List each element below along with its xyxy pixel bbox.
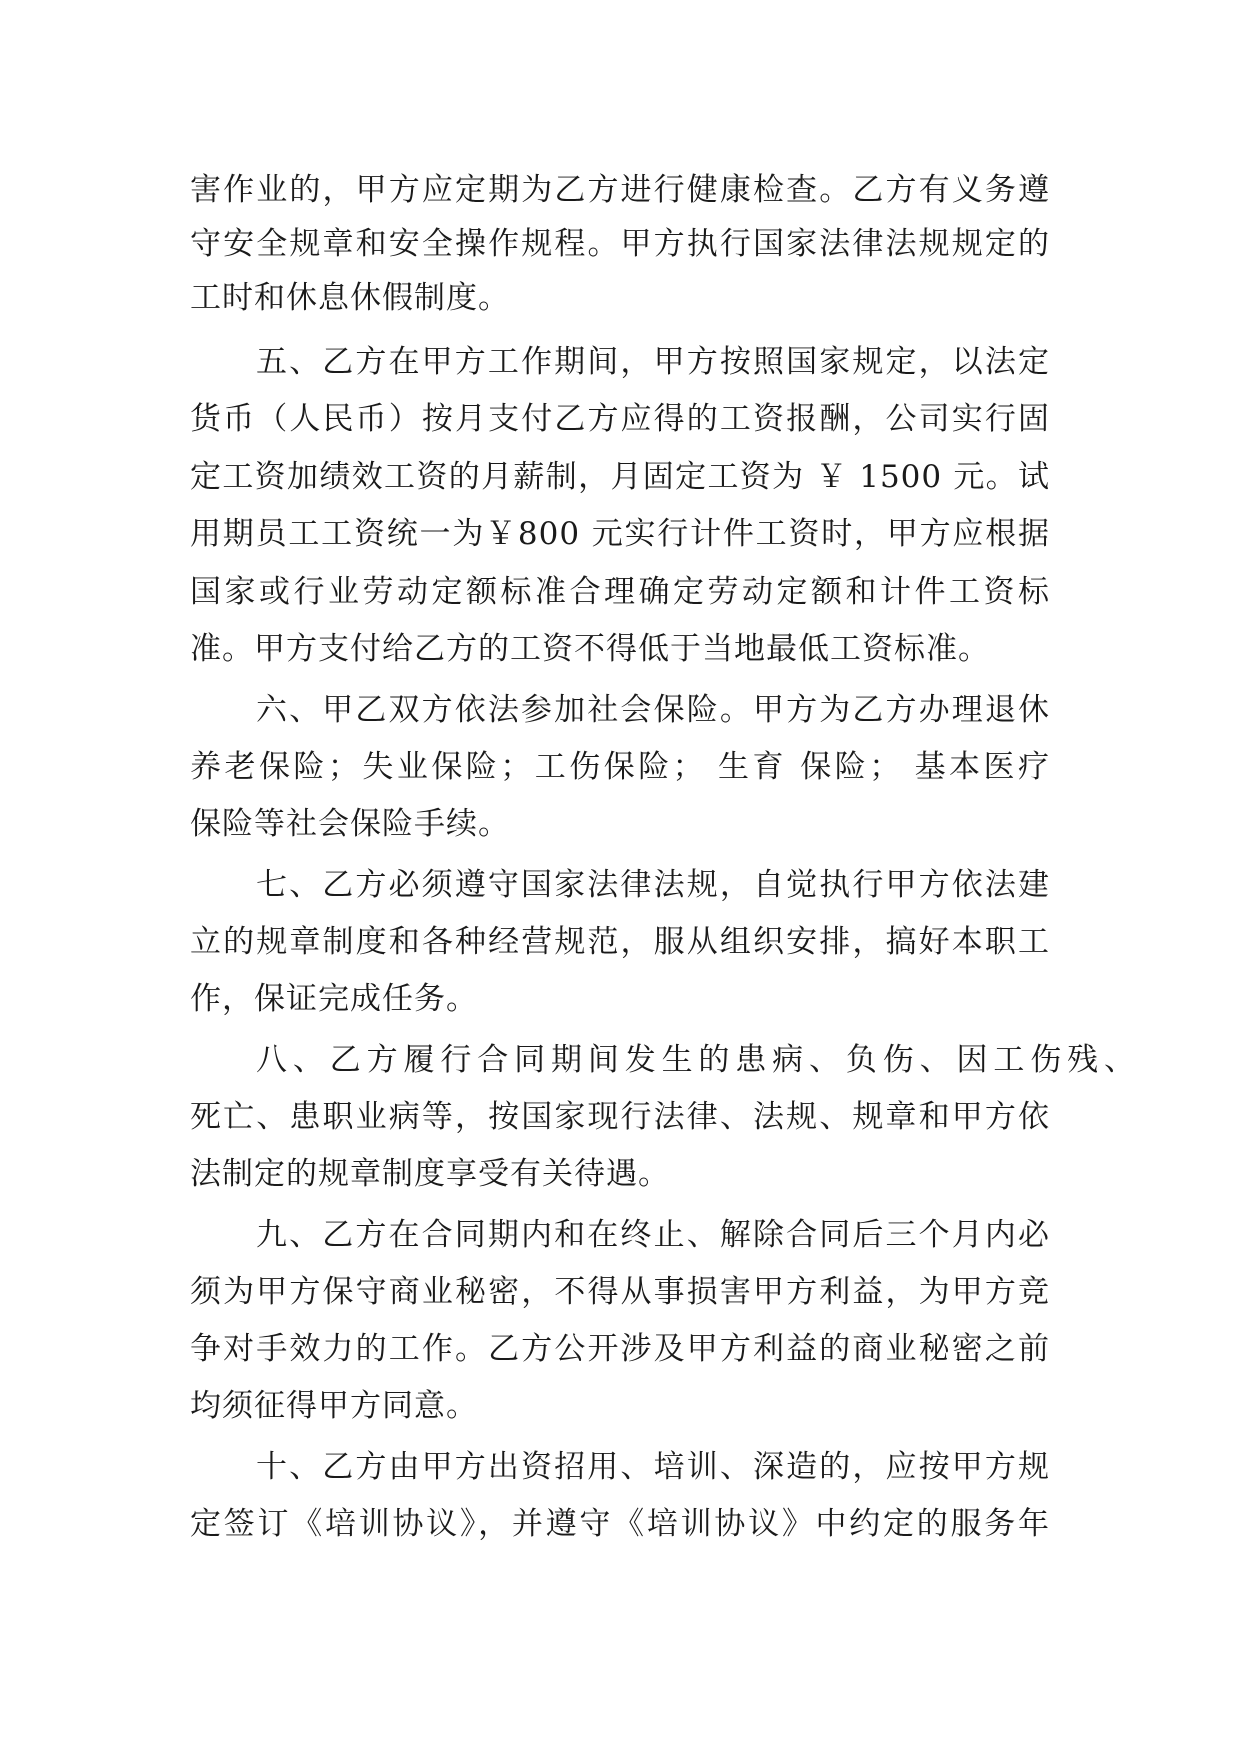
text-line-1: 害作业的，甲方应定期为乙方进行健康检查。乙方有义务遵 xyxy=(190,172,1050,208)
text-line-12: 保险等社会保险手续。 xyxy=(190,806,510,842)
text-line-18: 法制定的规章制度享受有关待遇。 xyxy=(190,1156,670,1192)
text-line-2: 守安全规章和安全操作规程。甲方执行国家法律法规规定的 xyxy=(190,226,1050,262)
text-line-8: 国家或行业劳动定额标准合理确定劳动定额和计件工资标 xyxy=(190,574,1050,610)
text-line-7: 用期员工工资统一为￥800 元实行计件工资时，甲方应根据 xyxy=(190,516,1050,552)
text-line-21: 争对手效力的工作。乙方公开涉及甲方利益的商业秘密之前 xyxy=(190,1331,1050,1367)
text-line-11: 养老保险；失业保险；工伤保险； 生育 保险； 基本医疗 xyxy=(190,749,1050,785)
text-line-19: 九、乙方在合同期内和在终止、解除合同后三个月内必 xyxy=(256,1217,1050,1253)
text-line-24: 定签订《培训协议》，并遵守《培训协议》中约定的服务年 xyxy=(190,1506,1050,1542)
text-line-3: 工时和休息休假制度。 xyxy=(190,280,510,316)
text-line-20: 须为甲方保守商业秘密，不得从事损害甲方利益，为甲方竞 xyxy=(190,1274,1050,1310)
text-line-6: 定工资加绩效工资的月薪制，月固定工资为 ￥ 1500 元。试 xyxy=(190,459,1050,495)
text-line-10: 六、甲乙双方依法参加社会保险。甲方为乙方办理退休 xyxy=(256,692,1050,728)
text-line-13: 七、乙方必须遵守国家法律法规，自觉执行甲方依法建 xyxy=(256,867,1050,903)
text-line-5: 货币（人民币）按月支付乙方应得的工资报酬，公司实行固 xyxy=(190,401,1050,437)
text-line-22: 均须征得甲方同意。 xyxy=(190,1388,478,1424)
text-line-9: 准。甲方支付给乙方的工资不得低于当地最低工资标准。 xyxy=(190,631,990,667)
text-line-16: 八、乙方履行合同期间发生的患病、负伤、因工伤残、 xyxy=(256,1042,1136,1078)
text-line-23: 十、乙方由甲方出资招用、培训、深造的，应按甲方规 xyxy=(256,1449,1050,1485)
text-line-17: 死亡、患职业病等，按国家现行法律、法规、规章和甲方依 xyxy=(190,1099,1050,1135)
text-line-4: 五、乙方在甲方工作期间，甲方按照国家规定，以法定 xyxy=(256,344,1050,380)
text-line-15: 作，保证完成任务。 xyxy=(190,981,478,1017)
text-line-14: 立的规章制度和各种经营规范，服从组织安排，搞好本职工 xyxy=(190,924,1050,960)
